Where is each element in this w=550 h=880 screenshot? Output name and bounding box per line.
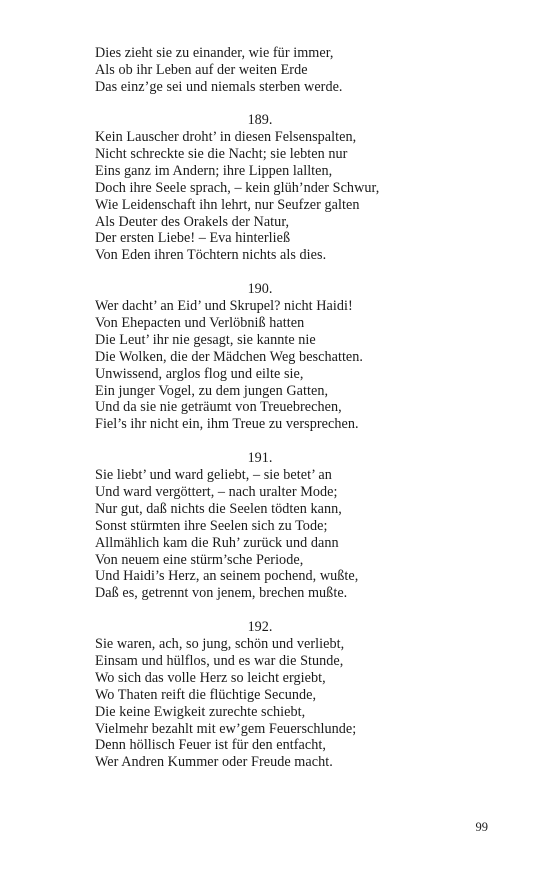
stanza-number: 189.	[247, 112, 273, 128]
verse-line: Das einz’ge sei und niemals sterben werde.	[95, 78, 343, 95]
stanza-number: 190.	[247, 281, 273, 297]
verse-line: Von Eden ihren Töchtern nichts als dies.	[95, 247, 327, 264]
verse-line: Kein Lauscher droht’ in diesen Felsenspalten,	[95, 129, 357, 145]
verse-line: Vielmehr bezahlt mit ew’gem Feuerschlunde;	[95, 720, 357, 737]
verse-line: Wo sich das volle Herz so leicht ergiebt,	[95, 669, 326, 686]
verse-line: Und ward vergöttert, – nach uralter Mode;	[95, 483, 338, 500]
verse-line: Von neuem eine stürm’sche Periode,	[95, 551, 304, 568]
verse-line: Die Wolken, die der Mädchen Weg beschatten.	[95, 348, 364, 365]
stanza-192	[95, 636, 425, 771]
verse-line: Einsam und hülflos, und es war die Stunde,	[95, 652, 344, 669]
verse-line: Sie liebt’ und ward geliebt, – sie betet’ an	[95, 467, 332, 483]
verse-line: Und Haidi’s Herz, an seinem pochend, wußte,	[95, 568, 359, 585]
verse-line: Als Deuter des Orakels der Natur,	[95, 213, 290, 230]
stanza-190	[95, 298, 425, 433]
verse-line: Denn höllisch Feuer ist für den entfacht,	[95, 737, 326, 754]
stanza-number: 192.	[247, 619, 273, 635]
stanza-number: 191.	[247, 450, 273, 466]
stanza-191	[95, 467, 425, 602]
page-number: 99	[475, 820, 488, 834]
verse-line: Eins ganz im Andern; ihre Lippen lallten,	[95, 162, 333, 179]
verse-line: Wo Thaten reift die flüchtige Secunde,	[95, 686, 317, 703]
verse-line: Wer Andren Kummer oder Freude macht.	[95, 754, 333, 771]
verse-line: Ein junger Vogel, zu dem jungen Gatten,	[95, 382, 329, 399]
verse-line: Allmählich kam die Ruh’ zurück und dann	[95, 534, 339, 551]
verse-line: Unwissend, arglos flog und eilte sie,	[95, 365, 304, 382]
verse-line: Fiel’s ihr nicht ein, ihm Treue zu versprechen.	[95, 416, 359, 433]
verse-line: Die keine Ewigkeit zurechte schiebt,	[95, 703, 306, 720]
verse-line: Von Ehepacten und Verlöbniß hatten	[95, 314, 305, 331]
stanza-189	[95, 129, 425, 264]
verse-line: Der ersten Liebe! – Eva hinterließ	[95, 230, 291, 247]
verse-line: Und da sie nie geträumt von Treuebrechen,	[95, 399, 342, 416]
verse-line: Wer dacht’ an Eid’ und Skrupel? nicht Haidi!	[95, 298, 353, 314]
verse-line: Als ob ihr Leben auf der weiten Erde	[95, 61, 308, 78]
verse-line: Die Leut’ ihr nie gesagt, sie kannte nie	[95, 331, 316, 348]
verse-line: Doch ihre Seele sprach, – kein glüh’nder Schwur,	[95, 179, 380, 196]
verse-line: Nur gut, daß nichts die Seelen tödten kann,	[95, 500, 342, 517]
verse-line: Wie Leidenschaft ihn lehrt, nur Seufzer galten	[95, 196, 360, 213]
verse-line: Dies zieht sie zu einander, wie für immer,	[95, 45, 334, 61]
verse-line: Sie waren, ach, so jung, schön und verliebt,	[95, 636, 345, 652]
verse-line: Nicht schreckte sie die Nacht; sie lebten nur	[95, 145, 348, 162]
verse-line: Sonst stürmten ihre Seelen sich zu Tode;	[95, 517, 328, 534]
stanza-fragment	[95, 45, 425, 96]
verse-line: Daß es, getrennt von jenem, brechen mußte.	[95, 585, 348, 602]
